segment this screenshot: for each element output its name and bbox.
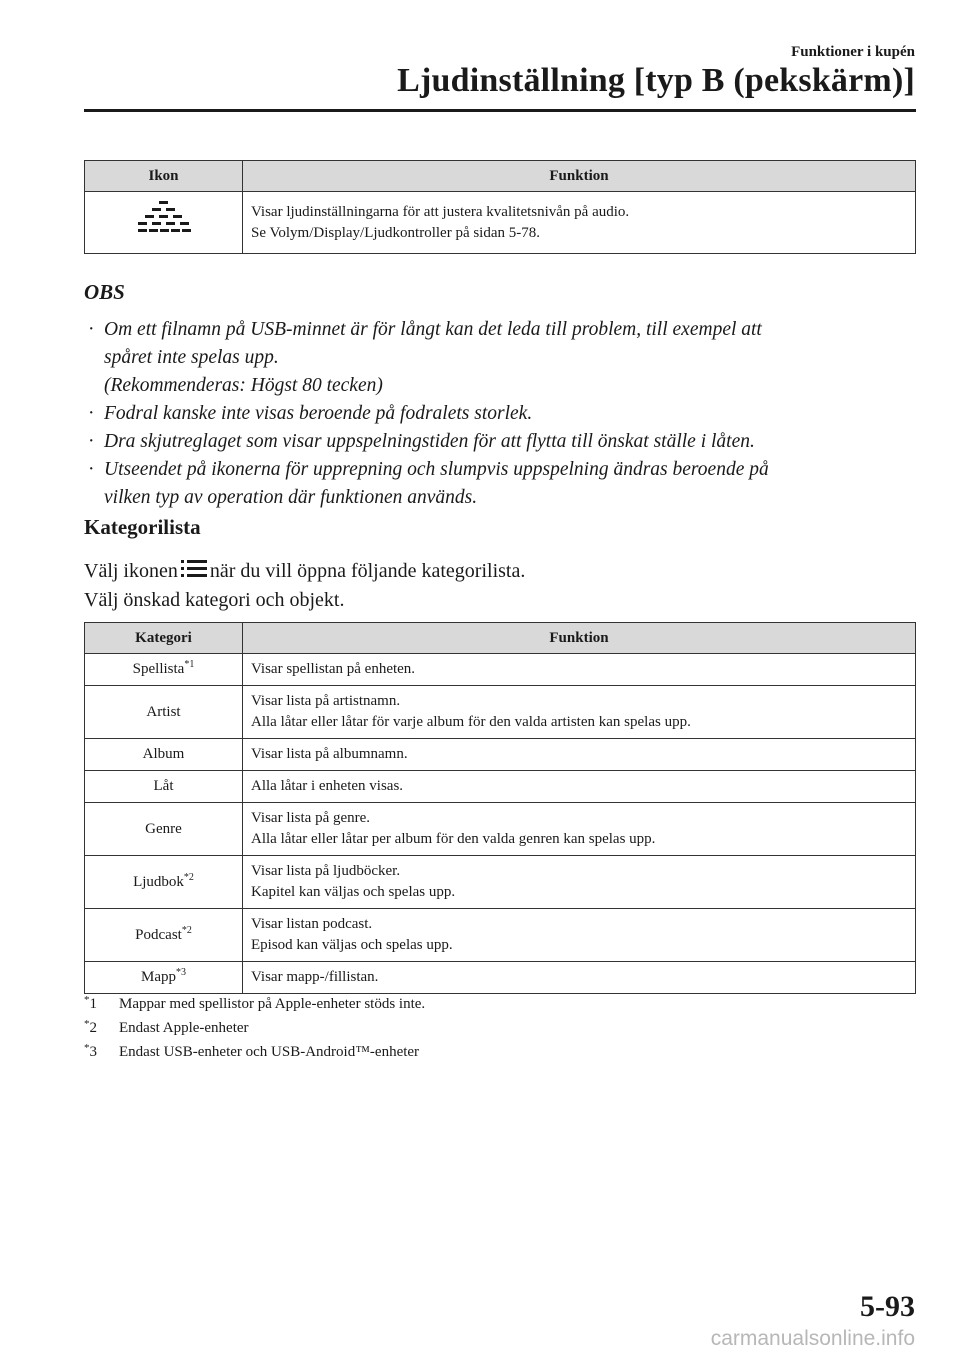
obs-text: Fodral kanske inte visas beroende på fodralets storlek. <box>104 403 533 424</box>
footnote-text: Mappar med spellistor på Apple-enheter stöds inte. <box>119 996 426 1012</box>
obs-text: vilken typ av operation där funktionen används. <box>104 487 478 508</box>
function-text: Visar lista på genre. <box>251 810 371 826</box>
function-cell <box>243 803 916 856</box>
icon-function-table <box>84 160 916 254</box>
category-cell <box>85 803 243 856</box>
header-divider <box>84 109 916 112</box>
category-cell <box>85 739 243 771</box>
function-cell <box>243 654 916 686</box>
category-cell <box>85 686 243 739</box>
obs-item <box>84 428 904 456</box>
footnote <box>84 992 425 1016</box>
column-header-function: Funktion <box>243 623 916 654</box>
function-text: Visar listan podcast. <box>251 916 373 932</box>
function-cell <box>243 962 916 994</box>
category-name: Ljudbok <box>133 873 184 890</box>
watermark: carmanualsonline.info <box>710 1327 915 1350</box>
obs-item <box>84 456 904 512</box>
function-text: Alla låtar eller låtar per album för den valda genren kan spelas upp. <box>251 831 656 847</box>
icon-cell <box>85 192 243 254</box>
category-cell <box>85 909 243 962</box>
bullet-icon: · <box>88 459 95 480</box>
intro-text-line2: Välj önskad kategori och objekt. <box>84 589 345 611</box>
obs-item <box>84 400 904 428</box>
category-cell <box>85 654 243 686</box>
list-icon <box>181 559 207 579</box>
header-section-label: Funktioner i kupén <box>791 44 915 60</box>
footnote-mark: *1 <box>84 994 97 1012</box>
table-row <box>85 856 916 909</box>
obs-text: Dra skjutreglaget som visar uppspelningstiden för att flytta till önskat ställe i låten. <box>104 431 755 452</box>
column-header-icon: Ikon <box>85 161 243 192</box>
footnote-ref: *2 <box>183 871 194 883</box>
category-name: Spellista <box>132 661 185 677</box>
category-name: Genre <box>145 820 182 837</box>
bullet-icon: · <box>88 431 95 452</box>
table-row <box>85 803 916 856</box>
equalizer-icon <box>136 197 192 241</box>
footnote <box>84 1040 425 1064</box>
intro-text <box>84 557 525 615</box>
table-row <box>85 771 916 803</box>
footnote-ref: *2 <box>181 924 192 936</box>
bullet-icon: · <box>88 403 95 424</box>
column-header-category: Kategori <box>85 623 243 654</box>
table-header-row <box>85 623 916 654</box>
function-cell <box>243 909 916 962</box>
obs-item <box>84 316 904 400</box>
section-heading: Kategorilista <box>84 515 201 539</box>
table-row <box>85 739 916 771</box>
category-name: Album <box>142 746 185 762</box>
footnotes <box>84 992 425 1064</box>
obs-text: Om ett filnamn på USB-minnet är för långt kan det leda till problem, till exempel att <box>104 319 762 340</box>
page-number: 5-93 <box>860 1290 915 1323</box>
category-cell <box>85 856 243 909</box>
function-cell <box>243 192 916 254</box>
column-header-function: Funktion <box>243 161 916 192</box>
function-text: Visar lista på artistnamn. <box>251 693 401 709</box>
table-row <box>85 909 916 962</box>
table-row <box>85 654 916 686</box>
category-name: Mapp <box>141 969 176 985</box>
table-header-row <box>85 161 916 192</box>
footnote-mark: *2 <box>84 1018 97 1036</box>
obs-text: (Rekommenderas: Högst 80 tecken) <box>104 375 383 396</box>
table-row <box>85 962 916 994</box>
intro-text-part: när du vill öppna följande kategorilista. <box>209 560 526 582</box>
function-text: Visar spellistan på enheten. <box>251 661 416 677</box>
function-cell <box>243 739 916 771</box>
table-row <box>85 686 916 739</box>
function-text: Visar mapp-/fillistan. <box>251 969 379 985</box>
category-name: Podcast <box>135 926 182 943</box>
function-text: Visar lista på albumnamn. <box>251 746 408 762</box>
function-cell <box>243 771 916 803</box>
obs-text: spåret inte spelas upp. <box>104 347 279 368</box>
obs-text: Utseendet på ikonerna för upprepning och slumpvis uppspelning ändras beroende på <box>104 459 769 480</box>
function-text: Visar ljudinställningarna för att justera kvalitetsnivån på audio. <box>251 203 630 220</box>
function-cell <box>243 686 916 739</box>
footnote <box>84 1016 425 1040</box>
footnote-text: Endast USB-enheter och USB-Android™-enheter <box>119 1044 420 1060</box>
category-name: Artist <box>146 703 181 720</box>
function-text: Kapitel kan väljas och spelas upp. <box>251 884 456 900</box>
category-table <box>84 622 916 994</box>
page-title: Ljudinställning [typ B (pekskärm)] <box>397 62 915 99</box>
footnote-ref: *3 <box>176 967 186 978</box>
function-text: Episod kan väljas och spelas upp. <box>251 937 453 953</box>
category-cell <box>85 962 243 994</box>
function-text: Se Volym/Display/Ljudkontroller på sidan 5-78. <box>251 224 541 241</box>
category-name: Låt <box>153 778 174 794</box>
intro-text-part: Välj ikonen <box>84 560 178 582</box>
function-cell <box>243 856 916 909</box>
footnote-text: Endast Apple-enheter <box>119 1020 249 1036</box>
footnote-ref: *1 <box>184 659 195 670</box>
bullet-icon: · <box>88 319 95 340</box>
function-text: Alla låtar eller låtar för varje album för den valda artisten kan spelas upp. <box>251 714 691 730</box>
obs-list <box>84 316 904 512</box>
category-cell <box>85 771 243 803</box>
function-text: Visar lista på ljudböcker. <box>251 863 401 879</box>
table-row <box>85 192 916 254</box>
footnote-mark: *3 <box>84 1042 97 1060</box>
function-text: Alla låtar i enheten visas. <box>251 778 404 794</box>
obs-title: OBS <box>84 280 125 304</box>
